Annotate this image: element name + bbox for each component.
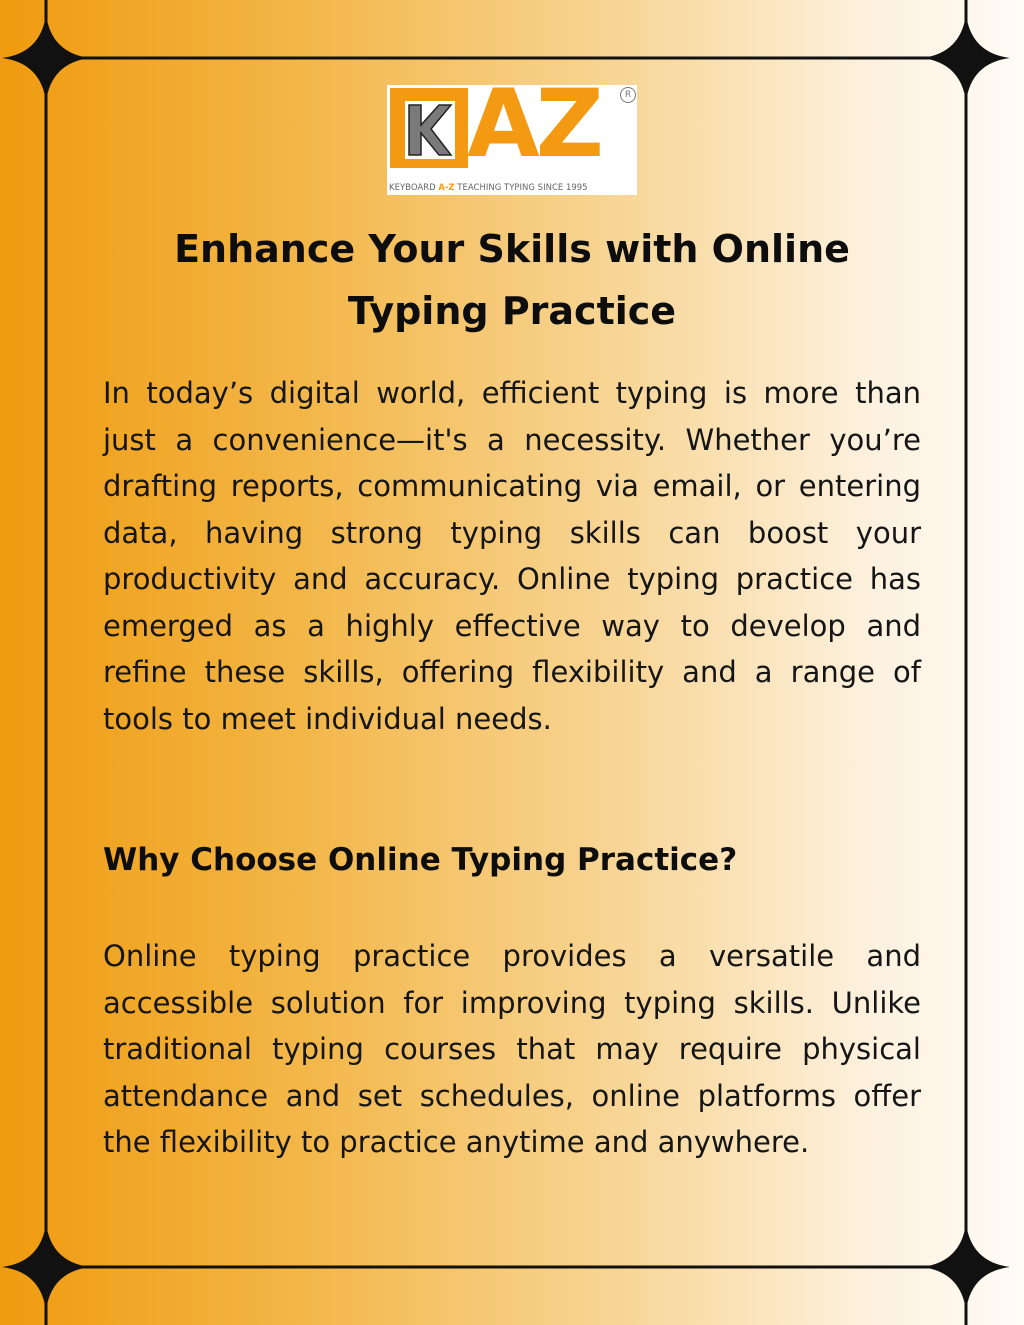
logo-tagline-highlight: A-Z [438,183,455,193]
sparkle-star-bottom-left [2,1223,90,1311]
logo-k-shape [405,101,455,159]
sparkle-star-top-right [922,14,1010,102]
logo-tagline [389,183,588,193]
intro-paragraph: In today’s digital world, efficient typing is more than just a convenience—it's a necessity. Whether you’re drafting reports, communicating via email, or entering data, having strong typing skills can boost your productivity and accuracy. Online typing practice has emerged as a highly effective way to develop and refine these skills, offering flexibility and a range of tools to meet individual needs. [103,376,921,736]
sparkle-star-top-left [2,14,90,102]
kaz-logo [387,70,637,195]
logo-k-glyph [405,101,455,159]
logo-k-tile [390,88,468,168]
logo-az-letters: AZ [467,70,600,179]
logo-tagline-prefix: KEYBOARD [389,183,439,193]
page-title: Enhance Your Skills with Online Typing Practice [174,227,850,333]
registered-trademark-icon: R [620,87,636,103]
section-paragraph: Online typing practice provides a versatile and accessible solution for improving typing skills. Unlike traditional typing courses that may require physical attendance and set schedules, online platforms offer the flexibility to practice anytime and anywhere. [103,939,921,1159]
sparkle-star-bottom-right [922,1223,1010,1311]
section-heading: Why Choose Online Typing Practice? [103,842,738,878]
logo-tagline-suffix: TEACHING TYPING SINCE 1995 [454,183,588,193]
